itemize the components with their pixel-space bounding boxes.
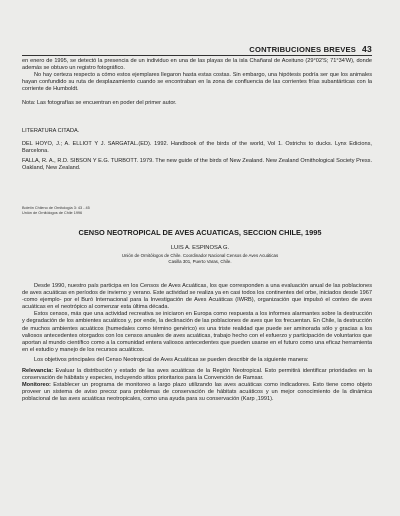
affiliation-line: Unión de Ornitólogos de Chile. Coordinador Nacional Censos de Aves Acuáticas — [121, 253, 279, 258]
reference-item — [22, 158, 372, 172]
article-title: CENSO NEOTROPICAL DE AVES ACUATICAS, SECCION CHILE, 1995 — [78, 228, 322, 237]
article-affiliation — [0, 253, 400, 264]
affiliation-line: Casilla 301, Puerto Varas, Chile. — [168, 258, 232, 264]
definition-text: Evaluar la distribución y estado de las aves acuáticas de la Región Neotropical. Esto permitirá identificar prioridades en la conservación de hábitats y especies, incluyendo sitios prioritarios para la Convención de Ramsar. — [22, 368, 372, 382]
references-heading: LITERATURA CITADA. — [22, 128, 80, 134]
paragraph: Desde 1990, nuestro país participa en los Censos de Aves Acuáticas, los que corresponden a una evaluación anual de las poblaciones de aves acuáticas en períodos de invierno y verano. Este actividad se realiza ya en casi todos los continentes del orbe, iniciados desde 1967 -como ejemplo- por el Buró Internacional para la Investigación de Aves Acuáticas (IWRB), organización que impulsó el conteo de aves acuáticas en el neotrópico al comenzar esta última década. — [22, 283, 372, 311]
header-rule — [22, 55, 372, 56]
section-title: CONTRIBUCIONES BREVES — [249, 45, 357, 54]
references-section — [22, 128, 372, 175]
definition-term: Monitoreo: — [22, 382, 51, 389]
page-number: 43 — [362, 44, 372, 54]
objectives-list — [22, 368, 372, 403]
reference-details: 1992. Handbook of the birds of the world, Vol 1. Ostrichs to ducks. Lynx Edicions, Barcelona. — [22, 141, 372, 154]
definition-item — [22, 368, 372, 382]
paragraph: en enero de 1995, se detectó la presencia de un individuo en una de las playas de la isla Chañaral de Aceituno (29°02'S; 71°34'W), donde además se obtuvo un registro fotográfico. — [22, 58, 372, 72]
article-author: LUIS A. ESPINOSA G. — [170, 245, 230, 251]
journal-folio — [22, 206, 90, 215]
definition-item — [22, 382, 372, 403]
definition-text: Establecer un programa de monitoreo a largo plazo utilizando las aves acuáticas como indicadores. Esto tiene como objeto proveer un sistema de aviso precoz para problemas de conservación de hábitats acuáticos y un mejor conocimiento de la dinámica poblacional de las aves acuáticas neotropicales, como una ayuda para su conservación (Karp ,1991). — [22, 382, 372, 403]
reference-authors: DEL HOYO, J.; A. ELLIOT Y J. SARGATAL.(ED). — [22, 141, 152, 147]
reference-authors: FALLA, R. A., R.D. SIBSON Y E.G. TURBOTT. — [22, 158, 139, 164]
paragraph: Estos censos, más que una actividad recreativa se iniciaron en Europa como respuesta a los informes alarmantes sobre la destrucción y degradación de los ambientes acuáticos y, por ende, la declinación de las poblaciones de aves que los frecuentan. En Chile, la destrucción de muchos ambientes acuáticos (humedales como término genérico) es una triste realidad que puede ser aminorada sólo y gracias a los valiosos antecedentes otorgados con los censos anuales de aves acuáticas, trabajo hecho con el esfuerzo y participación de voluntarios que aportan al mundo científico como a la comunidad entera valiosos antecedentes que pueden usarse en el futuro como una eficaz herramienta en el estudio y manejo de los recursos acuáticos. — [22, 311, 372, 353]
paragraph: Los objetivos principales del Censo Neotropical de Aves Acuáticas se pueden describir de la siguiente manera: — [34, 356, 309, 363]
running-header — [0, 44, 372, 54]
folio-line: Unión de Ornitólogos de Chile 1996 — [22, 210, 83, 215]
previous-article-end — [22, 58, 372, 108]
reference-item — [22, 141, 372, 155]
photo-note: Nota: Las fotografías se encuentran en poder del primer autor. — [22, 100, 177, 107]
paragraph: No hay certeza respecto a cómo estos ejemplares llegaron hasta estas costas. Sin embargo, una hipótesis podría ser que los animales hayan confundido su ruta de desplazamiento cuando se encontraban en la zona de confluencia de las corrientes frías subantárticas con la corriente de Humboldt. — [22, 72, 372, 93]
folio-line: Boletín Chileno de Ornitología 3: 43 - 45 — [22, 206, 90, 210]
article-body — [22, 283, 372, 404]
definition-term: Relevancia: — [22, 368, 54, 375]
reference-details: 1979. The new guide of the birds of New Zealand. New Zealand Ornithological Society Press. Oakland, New Zealand. — [22, 158, 372, 171]
